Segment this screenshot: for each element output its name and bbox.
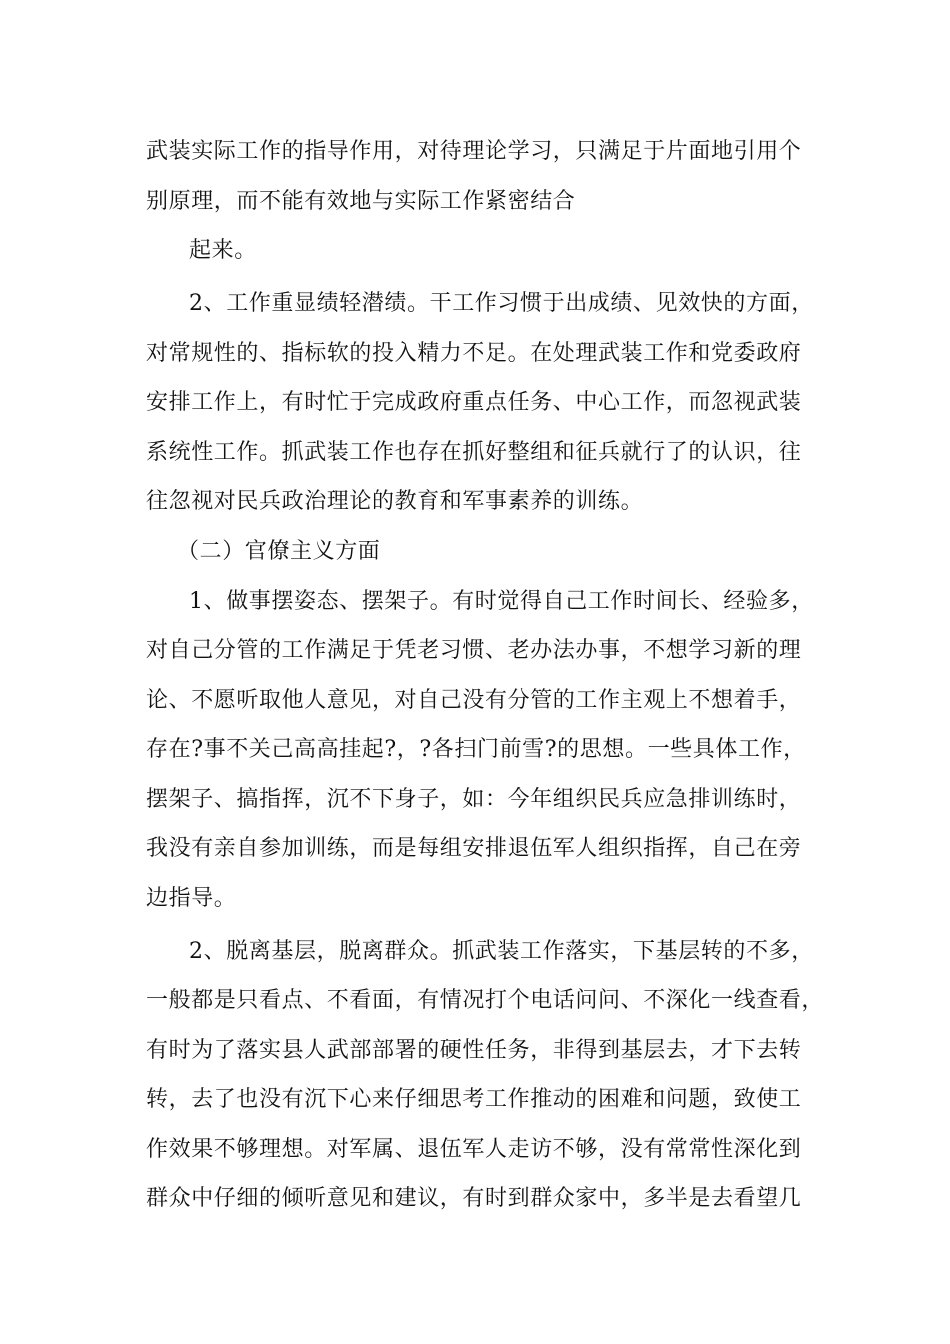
- text-line: 论、不愿听取他人意见，对自己没有分管的工作主观上不想着手，: [146, 688, 802, 713]
- text-line: 群众中仔细的倾听意见和建议，有时到群众家中，多半是去看望几: [146, 1186, 802, 1211]
- text-line: 我没有亲自参加训练，而是每组安排退伍军人组织指挥，自己在旁: [146, 836, 802, 861]
- text-line: 对自己分管的工作满足于凭老习惯、老办法办事，不想学习新的理: [146, 638, 802, 663]
- text-line: 别原理，而不能有效地与实际工作紧密结合: [146, 189, 576, 214]
- text-line: 对常规性的、指标软的投入精力不足。在处理武装工作和党委政府: [146, 341, 802, 366]
- text-line: 1、做事摆姿态、摆架子。有时觉得自己工作时间长、经验多，: [189, 589, 814, 614]
- text-line: 武装实际工作的指导作用，对待理论学习，只满足于片面地引用个: [146, 139, 802, 164]
- text-line: 有时为了落实县人武部部署的硬性任务，非得到基层去，才下去转: [146, 1038, 802, 1063]
- text-line: 边指导。: [146, 886, 237, 911]
- text-line: 作效果不够理想。对军属、退伍军人走访不够，没有常常性深化到: [146, 1137, 802, 1162]
- text-line: 摆架子、搞指挥，沉不下身子，如：今年组织民兵应急排训练时，: [146, 787, 802, 812]
- text-line: 2、工作重显绩轻潜绩。干工作习惯于出成绩、见效快的方面，: [189, 291, 814, 316]
- text-line: 往忽视对民兵政治理论的教育和军事素养的训练。: [146, 489, 644, 514]
- text-line: 转，去了也没有沉下心来仔细思考工作推动的困难和问题，致使工: [146, 1087, 802, 1112]
- text-line: 起来。: [189, 238, 257, 263]
- text-line: 2、脱离基层，脱离群众。抓武装工作落实，下基层转的不多，: [189, 939, 814, 964]
- text-line: 存在?事不关己高高挂起?，?各扫门前雪?的思想。一些具体工作，: [146, 737, 806, 762]
- section-heading: （二）官僚主义方面: [177, 539, 381, 564]
- text-line: 系统性工作。抓武装工作也存在抓好整组和征兵就行了的认识，往: [146, 440, 802, 465]
- text-line: 安排工作上，有时忙于完成政府重点任务、中心工作，而忽视武装: [146, 390, 802, 415]
- text-line: 一般都是只看点、不看面，有情况打个电话问问、不深化一线查看，: [146, 988, 825, 1013]
